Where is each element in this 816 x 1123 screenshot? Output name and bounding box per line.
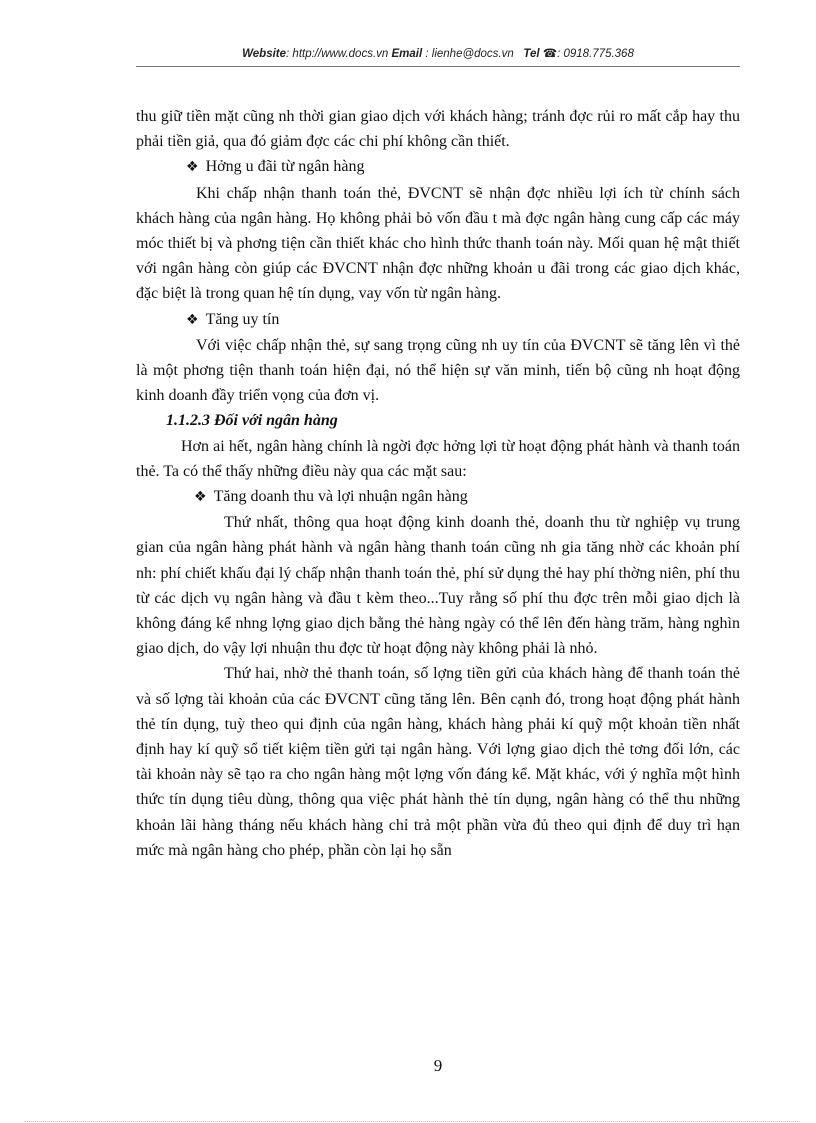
bullet-text: Tăng uy tín — [205, 310, 280, 328]
tel-value: : 0918.775.368 — [557, 48, 634, 60]
tel-label: Tel — [523, 48, 540, 60]
paragraph-2: Khi chấp nhận thanh toán thẻ, ĐVCNT sẽ nhận đợc nhiều lợi ích từ chính sách khách hàng của ngân hàng. Họ không phải bỏ vốn đầu t mà đợc ngân hàng cung cấp các máy móc thiết bị và phơng tiện cần thiết khác cho hình thức thanh toán này. Mối quan hệ mật thiết với ngân hàng còn giúp các ĐVCNT nhận đợc những khoản u đãi trong các giao dịch khác, đặc biệt là trong quan hệ tín dụng, vay vốn từ ngân hàng. — [136, 184, 740, 303]
paragraph-4: Hơn ai hết, ngân hàng chính là ngời đợc hởng lợi từ hoạt động phát hành và thanh toán thẻ. Ta có thể thấy những điều này qua các mặt sau: — [136, 437, 740, 480]
bullet-text: Hởng u đãi từ ngân hàng — [205, 158, 365, 176]
diamond-bullet-icon: ❖ — [194, 489, 207, 506]
page-header — [136, 46, 740, 60]
diamond-bullet-icon: ❖ — [186, 311, 199, 328]
bullet-item-3 — [136, 484, 740, 510]
page-number: 9 — [433, 1056, 443, 1075]
bullet-text: Tăng doanh thu và lợi nhuận ngân hàng — [213, 488, 468, 506]
email-value: : lienhe@docs.vn — [422, 48, 514, 60]
bullet-item-2 — [136, 307, 740, 333]
paragraph-1: thu giữ tiền mặt cũng nh thời gian giao dịch với khách hàng; tránh đợc rủi ro mất cắp hay thu phải tiền giả, qua đó giảm đợc các chi phí không cần thiết. — [136, 108, 740, 151]
section-heading: 1.1.2.3 Đối với ngân hàng — [166, 412, 338, 430]
paragraph-3: Với việc chấp nhận thẻ, sự sang trọng cũng nh uy tín của ĐVCNT sẽ tăng lên vì thẻ là một phơng tiện thanh toán hiện đại, nó thể hiện sự văn minh, tiến bộ cũng nh hoạt động kinh doanh đầy triển vọng của đơn vị. — [136, 336, 740, 405]
phone-icon: ☎ — [542, 48, 558, 60]
paragraph-5: Thứ nhất, thông qua hoạt động kinh doanh thẻ, doanh thu từ nghiệp vụ trung gian của ngân hàng phát hành và ngân hàng thanh toán cũng nh gia tăng nhờ các khoản phí nh: phí chiết khấu đại lý chấp nhận thanh toán thẻ, phí sử dụng thẻ hay phí thờng niên, phí thu từ các dịch vụ ngân hàng và đầu t kèm theo...Tuy rằng số phí thu đợc trên mỗi giao dịch là không đáng kể nhng lợng giao dịch bằng thẻ hàng ngày có thể lên đến hàng trăm, hàng nghìn giao dịch, do vậy lợi nhuận thu đợc từ hoạt động này không phải là nhỏ. — [136, 514, 740, 658]
paragraph-6: Thứ hai, nhờ thẻ thanh toán, số lợng tiền gửi của khách hàng để thanh toán thẻ và số lợng tài khoản của các ĐVCNT cũng tăng lên. Bên cạnh đó, trong hoạt động phát hành thẻ tín dụng, tuỳ theo qui định của ngân hàng, khách hàng phải kí quỹ một khoản tiền nhất định hay kí quỹ sổ tiết kiệm tiền gửi tại ngân hàng. Với lợng giao dịch thẻ tơng đối lớn, các tài khoản này sẽ tạo ra cho ngân hàng một lợng vốn đáng kể. Mặt khác, với ý nghĩa một hình thức tín dụng tiêu dùng, thông qua việc phát hành thẻ tín dụng, ngân hàng có thể thu những khoản lãi hàng tháng nếu khách hàng chỉ trả một phần vừa đủ theo qui định để duy trì hạn mức mà ngân hàng cho phép, phần còn lại họ sẵn — [136, 665, 740, 859]
page-bottom-border — [24, 1121, 800, 1122]
diamond-bullet-icon: ❖ — [186, 159, 199, 176]
email-label: Email — [391, 48, 423, 60]
header-divider — [136, 66, 740, 67]
website-value: : http://www.docs.vn — [286, 48, 389, 60]
bullet-item-1 — [136, 154, 740, 180]
website-label: Website — [242, 48, 287, 60]
document-body — [136, 104, 740, 863]
